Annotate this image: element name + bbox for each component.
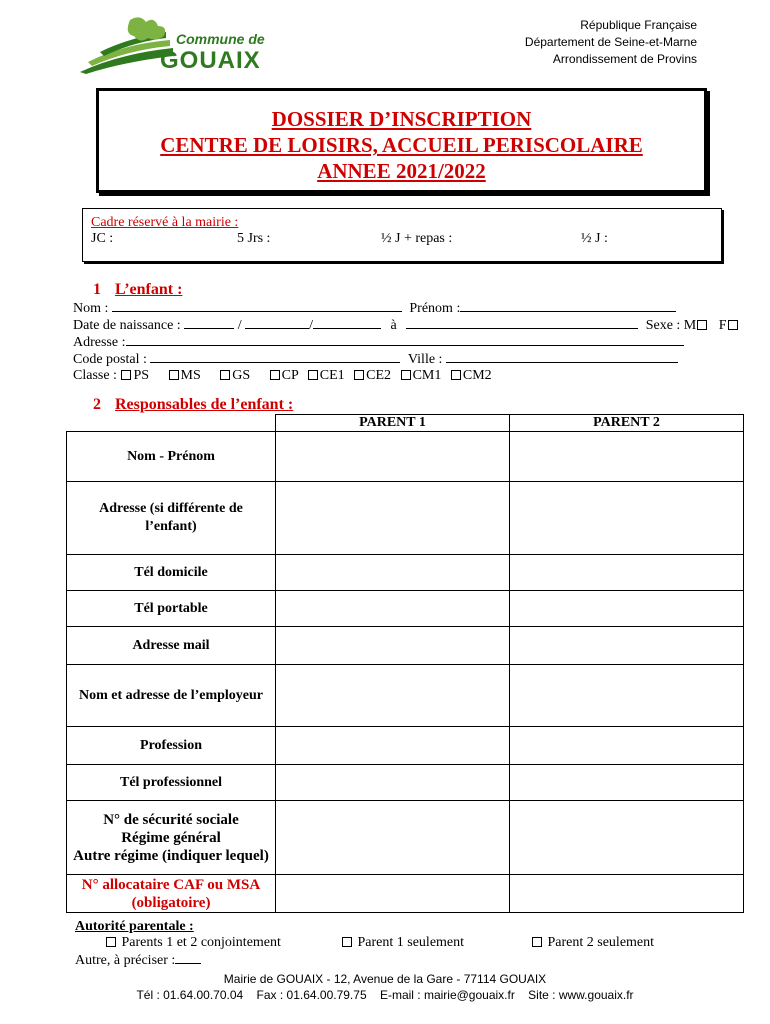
- table-row: [67, 765, 744, 801]
- table-corner: [67, 415, 276, 432]
- class-ms-checkbox[interactable]: [169, 370, 179, 380]
- title-line-3: ANNEE 2021/2022: [317, 159, 486, 183]
- parent-2-cell[interactable]: [510, 432, 744, 482]
- prenom-field[interactable]: [460, 300, 676, 312]
- class-cm2-label: CM2: [462, 368, 492, 383]
- parent-2-cell[interactable]: [510, 665, 744, 727]
- logo-text-small: Commune de: [176, 31, 265, 47]
- dob-slash-2: /: [309, 318, 313, 333]
- class-cp-label: CP: [281, 368, 299, 383]
- parents-table: [66, 414, 744, 913]
- parental-authority-title: Autorité parentale :: [75, 919, 194, 934]
- parent1-only-label: Parent 1 seulement: [357, 935, 465, 950]
- header-department: Département de Seine-et-Marne: [524, 35, 697, 49]
- label-nom: Nom :: [73, 301, 109, 316]
- reserved-jc: JC :: [91, 231, 114, 246]
- parent1-only-checkbox[interactable]: [342, 937, 352, 947]
- class-ps-checkbox[interactable]: [121, 370, 131, 380]
- parent-2-cell[interactable]: [510, 875, 744, 913]
- joint-authority-label: Parents 1 et 2 conjointement: [121, 935, 281, 950]
- child-postal-row: [73, 351, 678, 368]
- class-ce1-label: CE1: [319, 368, 345, 383]
- parent-1-cell[interactable]: [276, 591, 510, 627]
- parent-2-cell[interactable]: [510, 765, 744, 801]
- other-authority-field[interactable]: [175, 952, 201, 964]
- title-line-1: DOSSIER D’INSCRIPTION: [271, 107, 532, 131]
- footer-address: Mairie de GOUAIX - 12, Avenue de la Gare - 77114 GOUAIX: [223, 972, 547, 986]
- parent-1-cell[interactable]: [276, 627, 510, 665]
- parent-1-cell[interactable]: [276, 727, 510, 765]
- dob-month-field[interactable]: [245, 317, 309, 329]
- row-label-nom-prenom: Nom - Prénom: [67, 432, 276, 482]
- sexe-m-checkbox[interactable]: [697, 320, 707, 330]
- reserved-5jrs: 5 Jrs :: [237, 231, 271, 246]
- class-gs-label: GS: [232, 368, 251, 383]
- section-title: Responsables de l’enfant :: [115, 396, 294, 413]
- child-address-row: [73, 334, 684, 351]
- nom-field[interactable]: [112, 300, 402, 312]
- section-child-heading: [93, 281, 182, 299]
- table-row: [67, 727, 744, 765]
- administrative-header: [525, 17, 697, 68]
- child-name-row: [73, 300, 676, 317]
- label-classe: Classe :: [73, 368, 117, 383]
- row-label-caf: N° allocataire CAF ou MSA (obligatoire): [67, 875, 276, 913]
- section-number: 2: [93, 396, 101, 413]
- reserved-box-title: Cadre réservé à la mairie :: [91, 215, 239, 230]
- logo-text-big: GOUAIX: [160, 47, 261, 74]
- parent-1-cell[interactable]: [276, 482, 510, 555]
- label-birthplace: à: [390, 318, 397, 333]
- header-republic: République Française: [580, 18, 697, 32]
- class-ms-label: MS: [180, 368, 201, 383]
- section-title: L’enfant :: [115, 281, 183, 298]
- parental-authority-section: [75, 919, 655, 969]
- label-adresse: Adresse :: [73, 335, 126, 350]
- footer-contact: Tél : 01.64.00.70.04 Fax : 01.64.00.79.75 E-mail : mairie@gouaix.fr Site : www.gouaix.fr: [136, 988, 634, 1002]
- parent-2-cell[interactable]: [510, 627, 744, 665]
- table-row: [67, 482, 744, 555]
- parent2-only-checkbox[interactable]: [532, 937, 542, 947]
- ville-field[interactable]: [446, 351, 678, 363]
- parent2-only-label: Parent 2 seulement: [547, 935, 655, 950]
- parent-2-cell[interactable]: [510, 482, 744, 555]
- table-row: [67, 665, 744, 727]
- cp-field[interactable]: [150, 351, 400, 363]
- section-number: 1: [93, 281, 101, 298]
- parent-1-cell[interactable]: [276, 432, 510, 482]
- parent-1-cell[interactable]: [276, 555, 510, 591]
- parent-2-cell[interactable]: [510, 727, 744, 765]
- table-row: [67, 875, 744, 913]
- document-title-box: [96, 88, 707, 193]
- reserved-half-day: ½ J :: [581, 231, 608, 246]
- parent-2-cell[interactable]: [510, 801, 744, 875]
- child-birth-row: [73, 317, 740, 334]
- row-label-tel-domicile: Tél domicile: [67, 555, 276, 591]
- secu-line-3: Autre régime (indiquer lequel): [73, 847, 269, 864]
- parent-1-header: PARENT 1: [276, 415, 510, 432]
- parent-2-header: PARENT 2: [510, 415, 744, 432]
- class-gs-checkbox[interactable]: [220, 370, 230, 380]
- title-line-2: CENTRE DE LOISIRS, ACCUEIL PERISCOLAIRE: [160, 133, 643, 157]
- parent-1-cell[interactable]: [276, 665, 510, 727]
- class-cp-checkbox[interactable]: [270, 370, 280, 380]
- row-label-securite-sociale: [67, 801, 276, 875]
- header-arrondissement: Arrondissement de Provins: [552, 52, 697, 66]
- class-ce2-checkbox[interactable]: [354, 370, 364, 380]
- sexe-f-checkbox[interactable]: [728, 320, 738, 330]
- dob-slash-1: /: [237, 318, 242, 333]
- birthplace-field[interactable]: [406, 317, 638, 329]
- table-row: [67, 591, 744, 627]
- row-label-profession: Profession: [67, 727, 276, 765]
- label-prenom: Prénom :: [409, 301, 461, 316]
- other-authority-label: Autre, à préciser :: [75, 953, 176, 968]
- row-label-tel-professionnel: Tél professionnel: [67, 765, 276, 801]
- class-cm1-checkbox[interactable]: [401, 370, 411, 380]
- reserved-box: [82, 208, 722, 262]
- dob-day-field[interactable]: [184, 317, 234, 329]
- parent-1-cell[interactable]: [276, 801, 510, 875]
- joint-authority-checkbox[interactable]: [106, 937, 116, 947]
- label-cp: Code postal :: [73, 352, 147, 367]
- table-row: [67, 801, 744, 875]
- section-parents-heading: [93, 396, 293, 414]
- parent-1-cell[interactable]: [276, 875, 510, 913]
- class-cm1-label: CM1: [412, 368, 442, 383]
- reserved-half-day-meal: ½ J + repas :: [381, 231, 453, 246]
- row-label-adresse-mail: Adresse mail: [67, 627, 276, 665]
- child-class-row: [73, 368, 492, 384]
- parent-1-cell[interactable]: [276, 765, 510, 801]
- row-label-tel-portable: Tél portable: [67, 591, 276, 627]
- label-f: F: [718, 318, 727, 333]
- class-ps-label: PS: [133, 368, 150, 383]
- parent-2-cell[interactable]: [510, 591, 744, 627]
- table-row: [67, 627, 744, 665]
- label-dob: Date de naissance :: [73, 318, 181, 333]
- class-cm2-checkbox[interactable]: [451, 370, 461, 380]
- secu-line-2: Régime général: [121, 829, 221, 846]
- class-ce1-checkbox[interactable]: [308, 370, 318, 380]
- label-ville: Ville :: [407, 352, 443, 367]
- secu-line-1: N° de sécurité sociale: [103, 811, 239, 828]
- parent-2-cell[interactable]: [510, 555, 744, 591]
- row-label-employeur: Nom et adresse de l’employeur: [67, 665, 276, 727]
- dob-year-field[interactable]: [313, 317, 381, 329]
- table-header-row: [67, 415, 744, 432]
- table-row: [67, 555, 744, 591]
- label-sexe: Sexe : M: [645, 318, 697, 333]
- table-row: [67, 432, 744, 482]
- class-ce2-label: CE2: [366, 368, 392, 383]
- row-label-adresse: Adresse (si différente de l’enfant): [67, 482, 276, 555]
- adresse-field[interactable]: [126, 334, 684, 346]
